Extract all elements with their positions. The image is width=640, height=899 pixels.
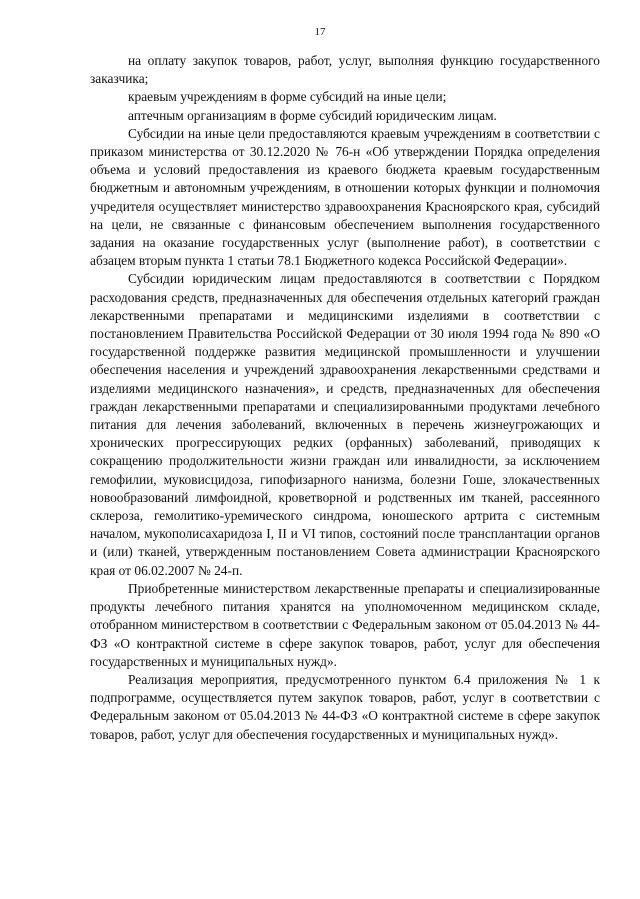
paragraph-6: Приобретенные министерством лекарственные препараты и специализированные продукты лечебного питания хранятся на уполномоченном медицинском складе, отобранном министерством в соответствии с Федеральным законом от 05.04.2013 № 44-ФЗ «О контрактной системе в сфере закупок товаров, работ, услуг для обеспечения государственных и муниципальных нужд». (90, 580, 600, 669)
paragraph-2: краевым учреждениям в форме субсидий на иные цели; (128, 89, 447, 105)
document-body (90, 52, 600, 744)
paragraph-5: Субсидии юридическим лицам предоставляются в соответствии с Порядком расходования средств, предназначенных для обеспечения отдельных категорий граждан лекарственными препаратами и медицинскими изделиями в соответствии с постановлением Правительства Российской Федерации от 30 июля 1994 года № 890 «О государственной поддержке развития медицинской промышленности и улучшении обеспечения населения и учреждений здравоохранения лекарственными средствами и изделиями медицинского назначения», и средств, предназначенных для обеспечения граждан лекарственными препаратами и специализированными продуктами лечебного питания для лечения заболеваний, включенных в перечень жизнеугрожающих и хронических прогрессирующих редких (орфанных) заболеваний, приводящих к сокращению продолжительности жизни граждан или инвалидности, за исключением гемофилии, муковисцидоза, гипофизарного нанизма, болезни Гоше, злокачественных новообразований лимфоидной, кроветворной и родственных им тканей, рассеянного склероза, гемолитико-уремического синдрома, юношеского артрита с системным началом, мукополисахаридоза I, II и VI типов, состояний после трансплантации органов и (или) тканей, утвержденным постановлением Совета администрации Красноярского края от 06.02.2007 № 24-п. (90, 271, 600, 578)
page-number: 17 (314, 26, 326, 38)
paragraph-3: аптечным организациям в форме субсидий юридическим лицам. (128, 107, 497, 123)
paragraph-7: Реализация мероприятия, предусмотренного пунктом 6.4 приложения № 1 к подпрограмме, осуществляется путем закупок товаров, работ, услуг в соответствии с Федеральным законом от 05.04.2013 № 44-ФЗ «О контрактной системе в сфере закупок товаров, работ, услуг для обеспечения государственных и муниципальных нужд». (90, 671, 600, 742)
paragraph-4: Субсидии на иные цели предоставляются краевым учреждениям в соответствии с приказом министерства от 30.12.2020 № 76-н «Об утверждении Порядка определения объема и условий предоставления из краевого бюджета краевым государственным бюджетным и автономным учреждениям, в отношении которых функции и полномочия учредителя осуществляет министерство здравоохранения Красноярского края, субсидий на цели, не связанные с финансовым обеспечением выполнения государственного задания на оказание государственных услуг (выполнение работ), в соответствии с абзацем вторым пункта 1 статьи 78.1 Бюджетного кодекса Российской Федерации». (90, 125, 600, 269)
paragraph-1: на оплату закупок товаров, работ, услуг, выполняя функцию государственного заказчика; (90, 53, 600, 87)
